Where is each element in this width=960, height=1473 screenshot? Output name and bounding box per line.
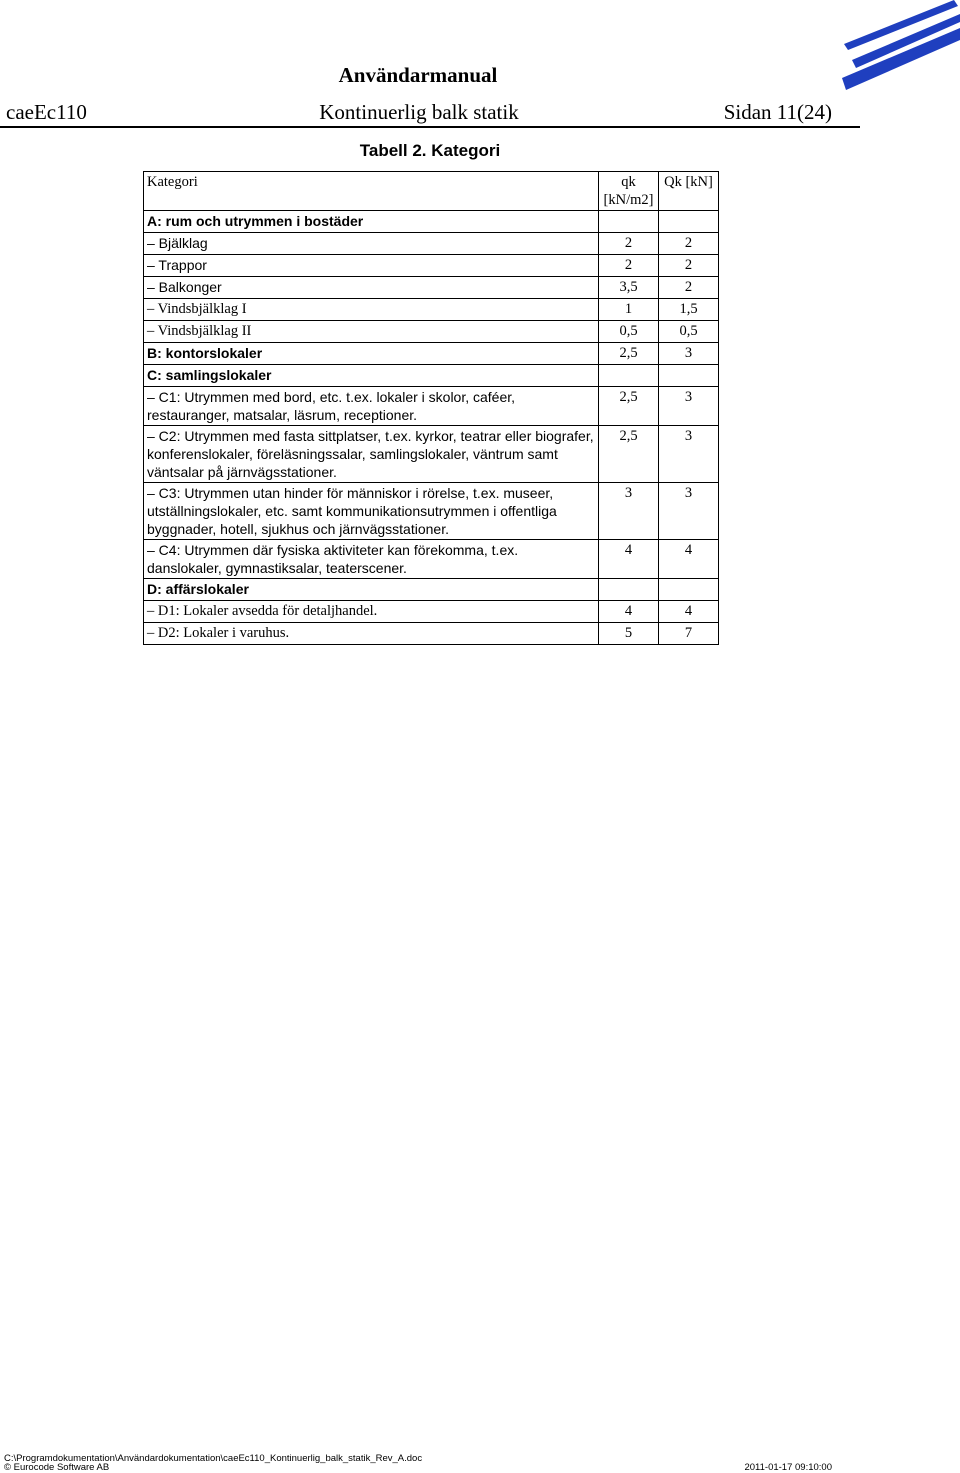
header-qk: qk [kN/m2] xyxy=(599,172,659,211)
row-qk: 2,5 xyxy=(599,426,659,483)
table-row xyxy=(144,299,719,321)
header-kategori: Kategori xyxy=(144,172,599,211)
row-qk: 4 xyxy=(599,540,659,579)
row-Qk: 3 xyxy=(659,343,719,365)
page-header xyxy=(6,98,832,126)
table-row xyxy=(144,540,719,579)
product-name: caeEc110 xyxy=(6,100,87,124)
row-label: A: rum och utrymmen i bostäder xyxy=(144,211,599,233)
table-row xyxy=(144,321,719,343)
table-row xyxy=(144,601,719,623)
table-row xyxy=(144,365,719,387)
row-qk: 4 xyxy=(599,601,659,623)
row-Qk: 2 xyxy=(659,277,719,299)
row-label: – Bjälklag xyxy=(144,233,599,255)
row-label: – Vindsbjälklag I xyxy=(144,299,599,321)
table-row xyxy=(144,255,719,277)
footer-datetime: 2011-01-17 09:10:00 xyxy=(744,1462,832,1473)
row-Qk: 7 xyxy=(659,623,719,645)
row-Qk: 0,5 xyxy=(659,321,719,343)
row-Qk: 3 xyxy=(659,387,719,426)
table-row xyxy=(144,233,719,255)
table-row xyxy=(144,211,719,233)
row-qk xyxy=(599,365,659,387)
row-label: – D2: Lokaler i varuhus. xyxy=(144,623,599,645)
row-label: D: affärslokaler xyxy=(144,579,599,601)
row-qk: 2 xyxy=(599,233,659,255)
table-row xyxy=(144,426,719,483)
row-Qk: 3 xyxy=(659,426,719,483)
row-Qk: 1,5 xyxy=(659,299,719,321)
row-qk xyxy=(599,579,659,601)
row-label: C: samlingslokaler xyxy=(144,365,599,387)
row-Qk: 2 xyxy=(659,233,719,255)
row-qk: 3 xyxy=(599,483,659,540)
row-label: – C4: Utrymmen där fysiska aktiviteter kan förekomma, t.ex. danslokaler, gymnastiksalar, teaterscener. xyxy=(144,540,599,579)
table-row xyxy=(144,277,719,299)
page-number: Sidan 11(24) xyxy=(723,100,832,124)
category-table xyxy=(143,171,719,645)
row-label: – C3: Utrymmen utan hinder för människor i rörelse, t.ex. museer, utställningslokaler, etc. samt kommunikationsutrymmen i offentliga byggnader, hotell, sjukhus och järnvägsstationer. xyxy=(144,483,599,540)
table-row xyxy=(144,483,719,540)
row-qk: 2,5 xyxy=(599,343,659,365)
header-Qk: Qk [kN] xyxy=(659,172,719,211)
row-label: B: kontorslokaler xyxy=(144,343,599,365)
footer-copyright: © Eurocode Software AB xyxy=(4,1462,110,1473)
row-label: – Vindsbjälklag II xyxy=(144,321,599,343)
eurocode-logo-icon xyxy=(832,0,960,90)
row-qk: 0,5 xyxy=(599,321,659,343)
row-qk: 2 xyxy=(599,255,659,277)
footer-file-path: C:\Programdokumentation\Användardokumentation\caeEc110_Kontinuerlig_balk_statik_Rev_A.doc xyxy=(4,1453,423,1464)
row-label: – Balkonger xyxy=(144,277,599,299)
table-title: Tabell 2. Kategori xyxy=(359,141,501,160)
table-row xyxy=(144,623,719,645)
row-qk: 1 xyxy=(599,299,659,321)
document-title: Användarmanual xyxy=(338,63,498,87)
row-qk xyxy=(599,211,659,233)
table-header-row xyxy=(144,172,719,211)
row-label: – C2: Utrymmen med fasta sittplatser, t.ex. kyrkor, teatrar eller biografer, konferenslokaler, föreläsningssalar, samlingslokaler, väntrum samt väntsalar på järnvägsstationer. xyxy=(144,426,599,483)
row-label: – D1: Lokaler avsedda för detaljhandel. xyxy=(144,601,599,623)
document-subject: Kontinuerlig balk statik xyxy=(319,100,519,124)
row-Qk: 4 xyxy=(659,540,719,579)
row-qk: 3,5 xyxy=(599,277,659,299)
row-qk: 2,5 xyxy=(599,387,659,426)
row-Qk: 3 xyxy=(659,483,719,540)
table-row xyxy=(144,579,719,601)
row-Qk xyxy=(659,211,719,233)
header-divider xyxy=(0,126,860,128)
row-qk: 5 xyxy=(599,623,659,645)
table-row xyxy=(144,343,719,365)
row-Qk xyxy=(659,579,719,601)
row-Qk: 4 xyxy=(659,601,719,623)
row-label: – C1: Utrymmen med bord, etc. t.ex. lokaler i skolor, caféer, restauranger, matsalar, läsrum, receptioner. xyxy=(144,387,599,426)
row-Qk: 2 xyxy=(659,255,719,277)
row-Qk xyxy=(659,365,719,387)
row-label: – Trappor xyxy=(144,255,599,277)
table-row xyxy=(144,387,719,426)
